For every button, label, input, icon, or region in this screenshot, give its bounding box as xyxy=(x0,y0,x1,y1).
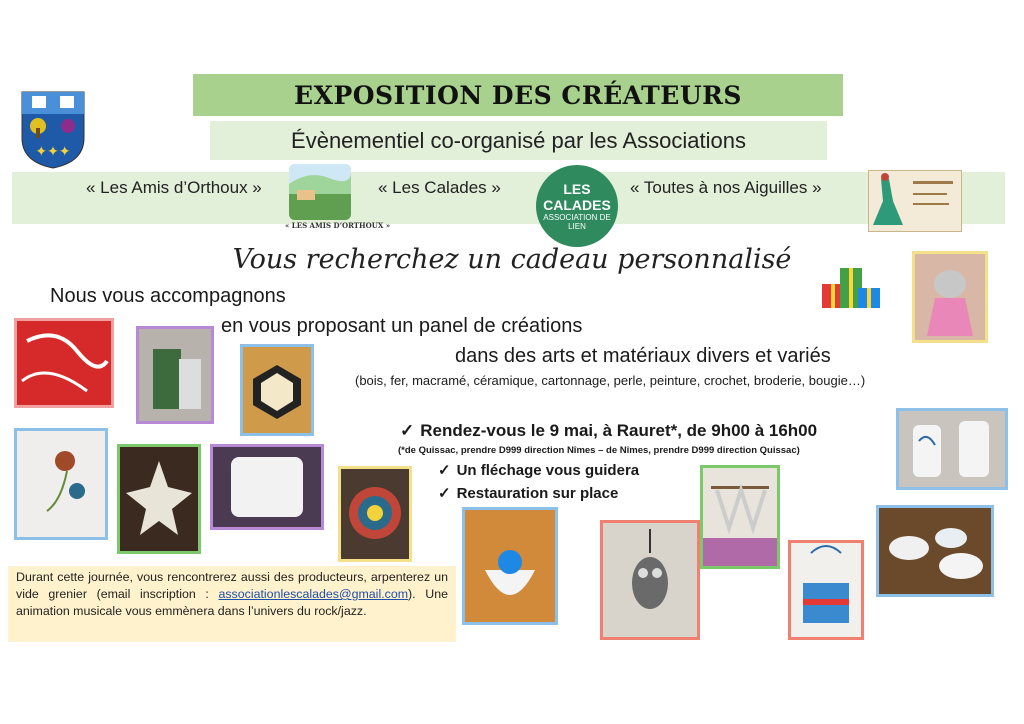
subtitle-banner xyxy=(210,121,827,160)
text-materials: (bois, fer, macramé, céramique, cartonnage, perle, peinture, crochet, broderie, bougie…) xyxy=(355,373,866,388)
calades-logo-text: LES CALADES xyxy=(543,180,611,213)
association-aiguilles: « Toutes à nos Aiguilles » xyxy=(630,178,822,197)
text-arts: dans des arts et matériaux divers et variés xyxy=(455,345,831,367)
photo-white-cushion xyxy=(210,444,324,530)
coat-of-arms-logo xyxy=(20,90,86,170)
page-title: EXPOSITION DES CRÉATEURS xyxy=(294,80,742,110)
photo-cardboard-box xyxy=(136,326,214,424)
aiguilles-logo xyxy=(868,170,962,232)
photo-stuffed-toy xyxy=(912,251,988,343)
amis-orthoux-logo-caption: « LES AMIS D’ORTHOUX » xyxy=(285,221,391,230)
bullet-catering-text: Restauration sur place xyxy=(456,485,619,502)
event-directions-note: (*de Quissac, prendre D999 direction Nîmes – de Nîmes, prendre D999 direction Quissac) xyxy=(398,445,800,456)
page-subtitle: Évènementiel co-organisé par les Associations xyxy=(291,127,746,153)
calades-logo-subtext: ASSOCIATION DE LIEN xyxy=(543,212,611,232)
bullet-signage xyxy=(438,461,639,479)
info-text-after: ). Une animation musicale vous emmènera dans l’univers du rock/jazz. xyxy=(16,587,448,618)
info-text-before: Durant cette journée, vous rencontrerez aussi des producteurs, arpenterez un vide grenier (email inscription : xyxy=(16,570,448,601)
association-calades: « Les Calades » xyxy=(378,178,501,197)
check-icon: ✓ xyxy=(400,421,415,440)
event-rendezvous xyxy=(400,421,817,441)
amis-orthoux-logo xyxy=(289,164,351,220)
check-icon: ✓ xyxy=(438,485,451,502)
association-amis-orthoux: « Les Amis d’Orthoux » xyxy=(86,178,262,197)
check-icon: ✓ xyxy=(438,462,451,479)
photo-embroidery xyxy=(14,428,108,540)
photo-owl-wall-hanging xyxy=(600,520,700,640)
photo-star-quilt xyxy=(117,444,201,554)
photo-ceramic-bowls xyxy=(876,505,994,597)
photo-painting xyxy=(14,318,114,408)
email-link[interactable]: associationlescalades@gmail.com xyxy=(218,587,409,601)
bullet-catering xyxy=(438,484,618,502)
bullet-signage-text: Un fléchage vous guidera xyxy=(456,462,640,479)
calades-logo xyxy=(536,165,618,247)
headline: Vous recherchez un cadeau personnalisé xyxy=(232,244,792,275)
text-panel: en vous proposant un panel de créations xyxy=(221,315,583,337)
photo-hexagon-box xyxy=(240,344,314,436)
photo-crochet-mandala xyxy=(338,466,412,562)
photo-ceramic-jugs xyxy=(896,408,1008,490)
gift-icon xyxy=(820,258,882,312)
title-banner xyxy=(193,74,843,116)
svg-text:✦✦✦: ✦✦✦ xyxy=(35,144,71,160)
event-rendezvous-text: Rendez-vous le 9 mai, à Rauret*, de 9h00 à 16h00 xyxy=(420,421,818,440)
info-box xyxy=(8,566,456,642)
photo-macrame xyxy=(700,465,780,569)
photo-candle xyxy=(462,507,558,625)
photo-beaded-bag xyxy=(788,540,864,640)
text-accompagnons: Nous vous accompagnons xyxy=(50,285,286,307)
